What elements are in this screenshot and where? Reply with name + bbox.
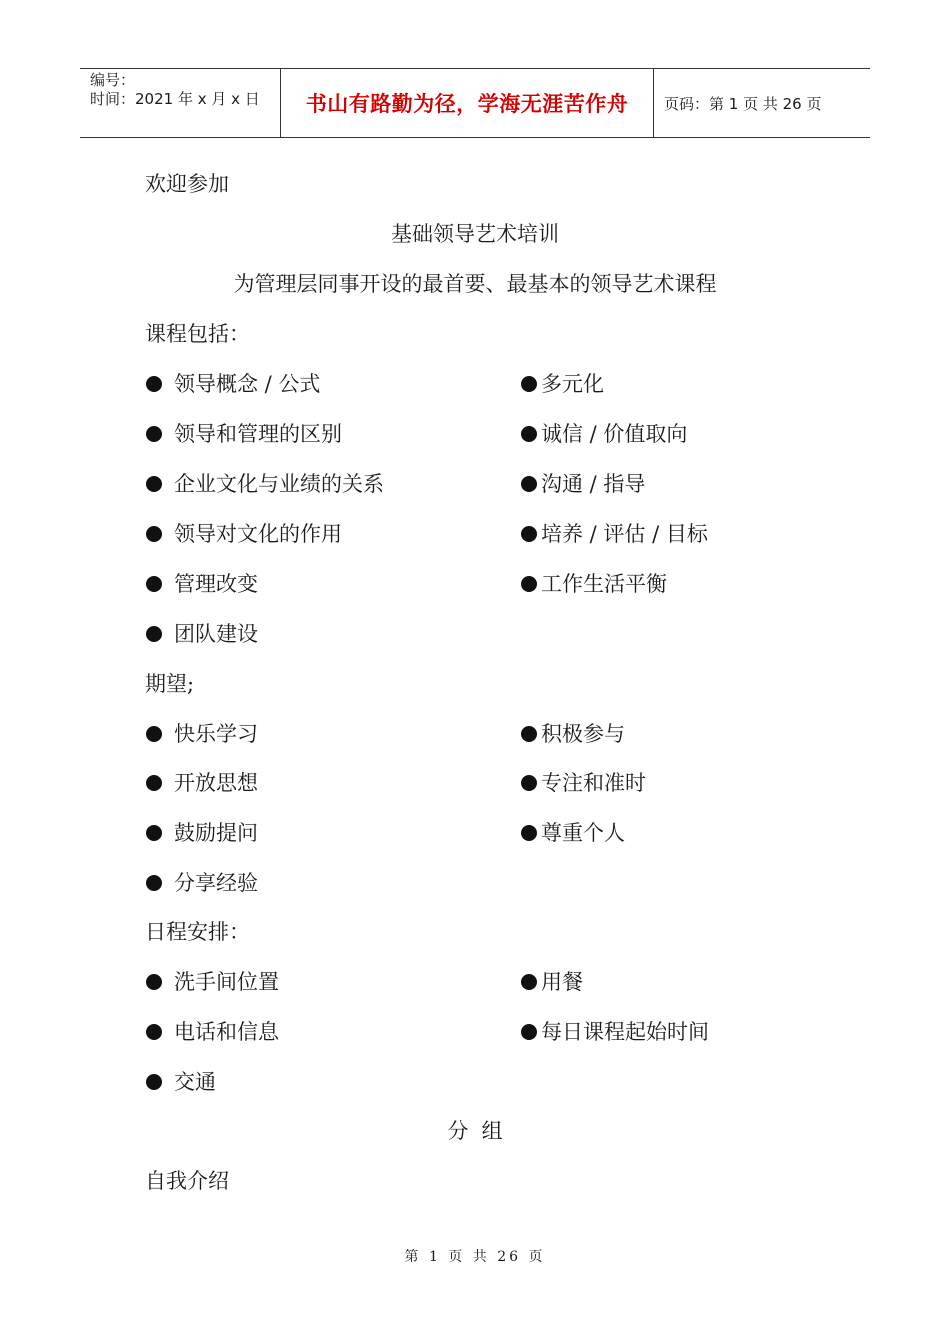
header-motto: 书山有路勤为径，学海无涯苦作舟 xyxy=(281,69,654,137)
bullet-icon xyxy=(146,974,162,990)
bullet-icon xyxy=(521,576,537,592)
list-item-text: 领导概念 / 公式 xyxy=(174,372,321,396)
welcome-text: 欢迎参加 xyxy=(145,172,229,196)
list-item xyxy=(146,1068,216,1096)
list-item-text: 沟通 / 指导 xyxy=(541,472,646,496)
bullet-icon xyxy=(521,526,537,542)
expect-heading: 期望; xyxy=(145,672,195,696)
list-item-text: 专注和准时 xyxy=(541,771,646,795)
list-item-text: 交通 xyxy=(174,1070,216,1094)
list-item-text: 领导对文化的作用 xyxy=(174,522,342,546)
list-item xyxy=(521,370,604,398)
list-item xyxy=(521,1018,709,1046)
list-item-text: 团队建设 xyxy=(174,622,258,646)
list-item-text: 工作生活平衡 xyxy=(541,572,667,596)
schedule-heading: 日程安排： xyxy=(145,920,250,944)
bullet-icon xyxy=(521,476,537,492)
bullet-icon xyxy=(146,875,162,891)
list-item xyxy=(521,769,646,797)
list-item xyxy=(146,620,258,648)
list-item xyxy=(146,720,258,748)
bullet-icon xyxy=(146,526,162,542)
list-item xyxy=(146,869,258,897)
list-item-text: 分享经验 xyxy=(174,871,258,895)
bullet-icon xyxy=(521,726,537,742)
list-item xyxy=(146,570,258,598)
group-heading: 分 组 xyxy=(447,1119,503,1143)
list-item xyxy=(146,1018,279,1046)
list-item-text: 积极参与 xyxy=(541,722,625,746)
intro-text: 自我介绍 xyxy=(145,1169,229,1193)
bullet-icon xyxy=(146,1024,162,1040)
bullet-icon xyxy=(521,1024,537,1040)
page-header xyxy=(80,68,870,138)
list-item xyxy=(521,520,708,548)
list-item xyxy=(521,570,667,598)
bullet-icon xyxy=(521,426,537,442)
list-item-text: 开放思想 xyxy=(174,771,258,795)
time-label: 时间：2021 年 x 月 x 日 xyxy=(90,90,260,108)
page-footer: 第 1 页 共 26 页 xyxy=(404,1249,546,1265)
bullet-icon xyxy=(146,726,162,742)
header-page-info: 页码：第 1 页 共 26 页 xyxy=(664,94,822,113)
document-subtitle: 为管理层同事开设的最首要、最基本的领导艺术课程 xyxy=(233,272,717,296)
list-item-text: 培养 / 评估 / 目标 xyxy=(541,522,708,546)
bullet-icon xyxy=(146,825,162,841)
list-item-text: 企业文化与业绩的关系 xyxy=(174,472,384,496)
list-item xyxy=(146,470,384,498)
list-item xyxy=(146,370,320,398)
list-item-text: 领导和管理的区别 xyxy=(174,422,342,446)
courses-heading: 课程包括： xyxy=(145,322,250,346)
list-item xyxy=(521,819,625,847)
list-item xyxy=(521,420,687,448)
bullet-icon xyxy=(146,376,162,392)
list-item xyxy=(521,470,645,498)
bullet-icon xyxy=(521,775,537,791)
header-meta xyxy=(80,69,281,137)
bullet-icon xyxy=(146,1074,162,1090)
list-item-text: 管理改变 xyxy=(174,572,258,596)
list-item xyxy=(521,720,625,748)
bullet-icon xyxy=(521,974,537,990)
bullet-icon xyxy=(521,376,537,392)
list-item xyxy=(146,769,258,797)
list-item xyxy=(521,968,583,996)
bullet-icon xyxy=(146,626,162,642)
list-item-text: 鼓励提问 xyxy=(174,821,258,845)
list-item-text: 诚信 / 价值取向 xyxy=(541,422,688,446)
list-item-text: 多元化 xyxy=(541,372,604,396)
list-item-text: 每日课程起始时间 xyxy=(541,1020,709,1044)
list-item-text: 用餐 xyxy=(541,970,583,994)
bullet-icon xyxy=(146,476,162,492)
number-label: 编号： xyxy=(90,71,136,89)
list-item xyxy=(146,819,258,847)
document-title: 基础领导艺术培训 xyxy=(391,222,559,246)
list-item xyxy=(146,420,342,448)
list-item-text: 尊重个人 xyxy=(541,821,625,845)
list-item-text: 电话和信息 xyxy=(174,1020,279,1044)
bullet-icon xyxy=(146,775,162,791)
list-item-text: 洗手间位置 xyxy=(174,970,279,994)
list-item-text: 快乐学习 xyxy=(174,722,258,746)
bullet-icon xyxy=(521,825,537,841)
bullet-icon xyxy=(146,426,162,442)
bullet-icon xyxy=(146,576,162,592)
list-item xyxy=(146,520,342,548)
list-item xyxy=(146,968,279,996)
